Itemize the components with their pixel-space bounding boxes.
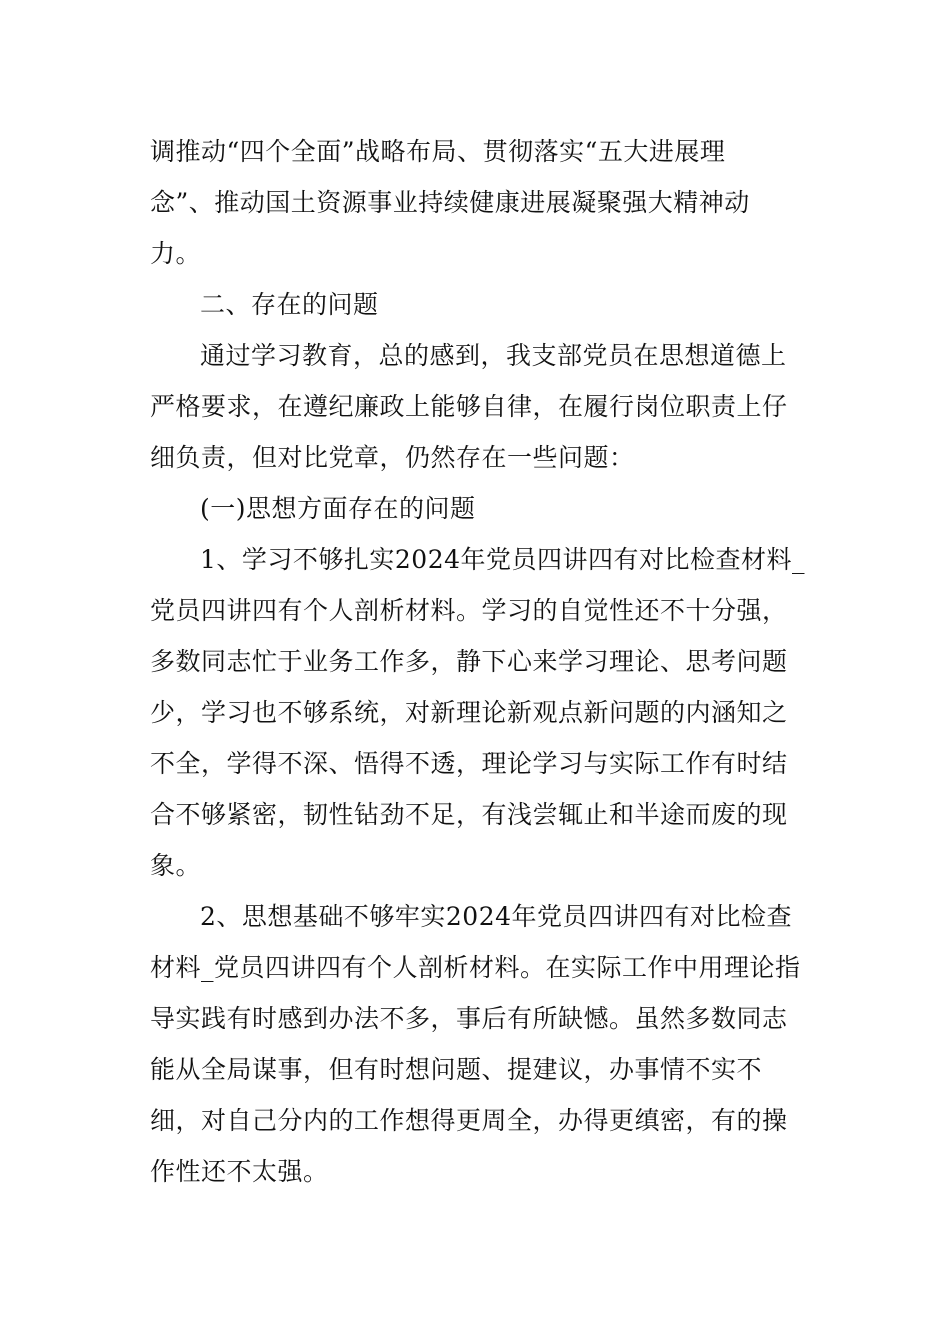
paragraph-line: 导实践有时感到办法不多，事后有所缺憾。虽然多数同志: [150, 1004, 788, 1033]
paragraph-line: 2、思想基础不够牢实2024年党员四讲四有对比检查: [200, 902, 793, 931]
paragraph-line: 合不够紧密，韧性钻劲不足，有浅尝辄止和半途而废的现: [150, 800, 788, 829]
paragraph-line: 党员四讲四有个人剖析材料。学习的自觉性还不十分强，: [150, 596, 788, 625]
paragraph-line: 材料_党员四讲四有个人剖析材料。在实际工作中用理论指: [150, 953, 801, 982]
paragraph-line: 作性还不太强。: [150, 1157, 329, 1186]
paragraph-line: 力。: [150, 239, 202, 268]
paragraph-line: 细负责，但对比党章，仍然存在一些问题：: [150, 443, 635, 472]
paragraph-line: 细，对自己分内的工作想得更周全，办得更缜密，有的操: [150, 1106, 788, 1135]
paragraph-line: 能从全局谋事，但有时想问题、提建议，办事情不实不: [150, 1055, 763, 1084]
paragraph-line: 多数同志忙于业务工作多，静下心来学习理论、思考问题: [150, 647, 788, 676]
section-heading: 二、存在的问题: [200, 290, 379, 319]
paragraph-line: 调推动“四个全面”战略布局、贯彻落实“五大进展理: [150, 137, 726, 166]
paragraph-line: 通过学习教育，总的感到，我支部党员在思想道德上: [200, 341, 787, 370]
paragraph-line: 1、学习不够扎实2024年党员四讲四有对比检查材料_: [200, 545, 806, 574]
paragraph-line: 少，学习也不够系统，对新理论新观点新问题的内涵知之: [150, 698, 788, 727]
subsection-heading: (一)思想方面存在的问题: [200, 494, 476, 523]
paragraph-line: 不全，学得不深、悟得不透，理论学习与实际工作有时结: [150, 749, 788, 778]
paragraph-line: 象。: [150, 851, 202, 880]
paragraph-line: 念”、推动国土资源事业持续健康进展凝聚强大精神动: [150, 188, 750, 217]
paragraph-line: 严格要求，在遵纪廉政上能够自律，在履行岗位职责上仔: [150, 392, 788, 421]
